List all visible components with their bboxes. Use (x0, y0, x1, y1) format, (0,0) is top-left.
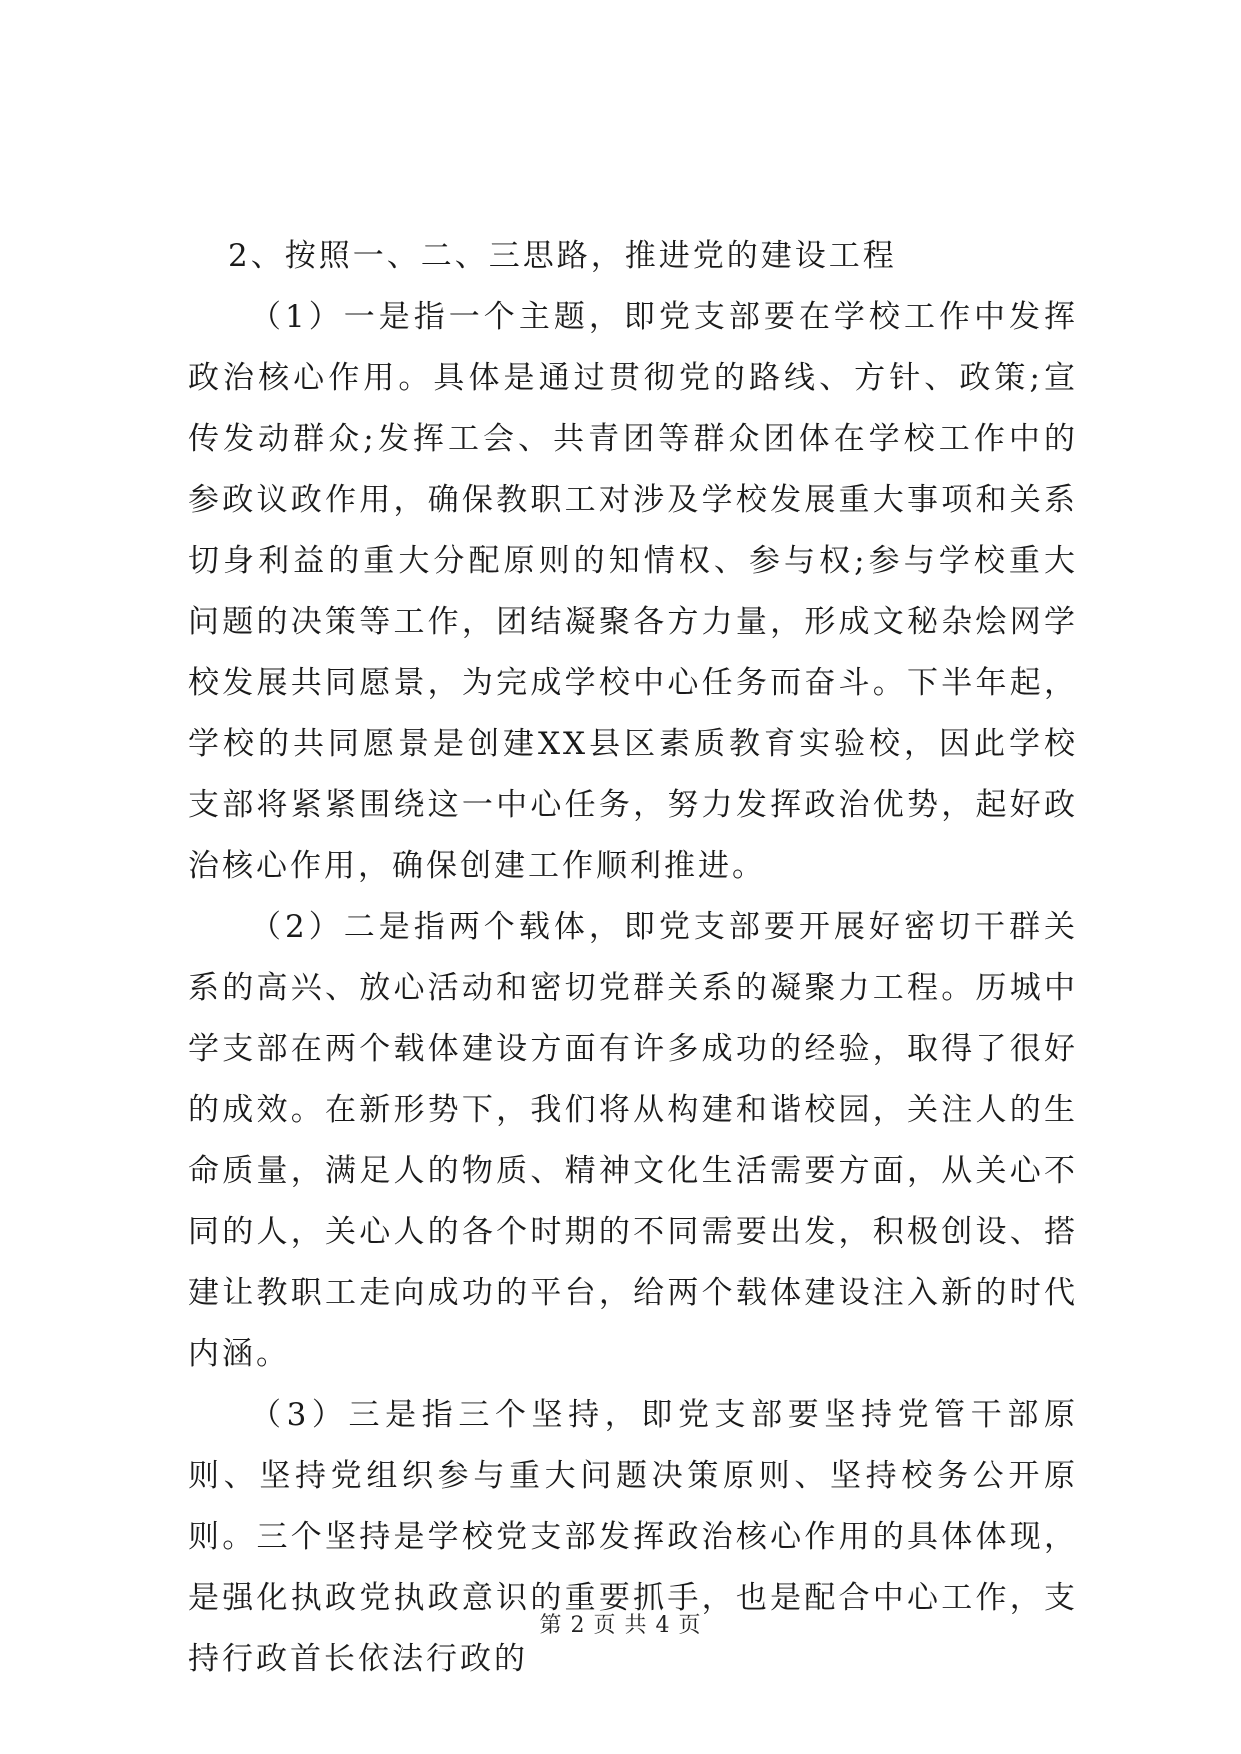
section-heading: 2、按照一、二、三思路，推进党的建设工程 (228, 238, 897, 274)
paragraph-3: （3）三是指三个坚持，即党支部要坚持党管干部原则、坚持党组织参与重大问题决策原则、坚持校务公开原则。三个坚持是学校党支部发挥政治核心作用的具体体现，是强化执政党执政意识的重要抓手，也是配合中心工作，支持行政首长依法行政的 (188, 1397, 1078, 1677)
paragraph-1: （1）一是指一个主题，即党支部要在学校工作中发挥政治核心作用。具体是通过贯彻党的路线、方针、政策;宣传发动群众;发挥工会、共青团等群众团体在学校工作中的参政议政作用，确保教职工对涉及学校发展重大事项和关系切身利益的重大分配原则的知情权、参与权;参与学校重大问题的决策等工作，团结凝聚各方力量，形成文秘杂烩网学校发展共同愿景，为完成学校中心任务而奋斗。下半年起，学校的共同愿景是创建XX县区素质教育实验校，因此学校支部将紧紧围绕这一中心任务，努力发挥政治优势，起好政治核心作用，确保创建工作顺利推进。 (188, 299, 1078, 884)
paragraph-2: （2）二是指两个载体，即党支部要开展好密切干群关系的高兴、放心活动和密切党群关系的凝聚力工程。历城中学支部在两个载体建设方面有许多成功的经验，取得了很好的成效。在新形势下，我们将从构建和谐校园，关注人的生命质量，满足人的物质、精神文化生活需要方面，从关心不同的人，关心人的各个时期的不同需要出发，积极创设、搭建让教职工走向成功的平台，给两个载体建设注入新的时代内涵。 (188, 909, 1078, 1372)
page-number-footer: 第 2 页 共 4 页 (539, 1613, 702, 1638)
document-body (188, 226, 1078, 1690)
